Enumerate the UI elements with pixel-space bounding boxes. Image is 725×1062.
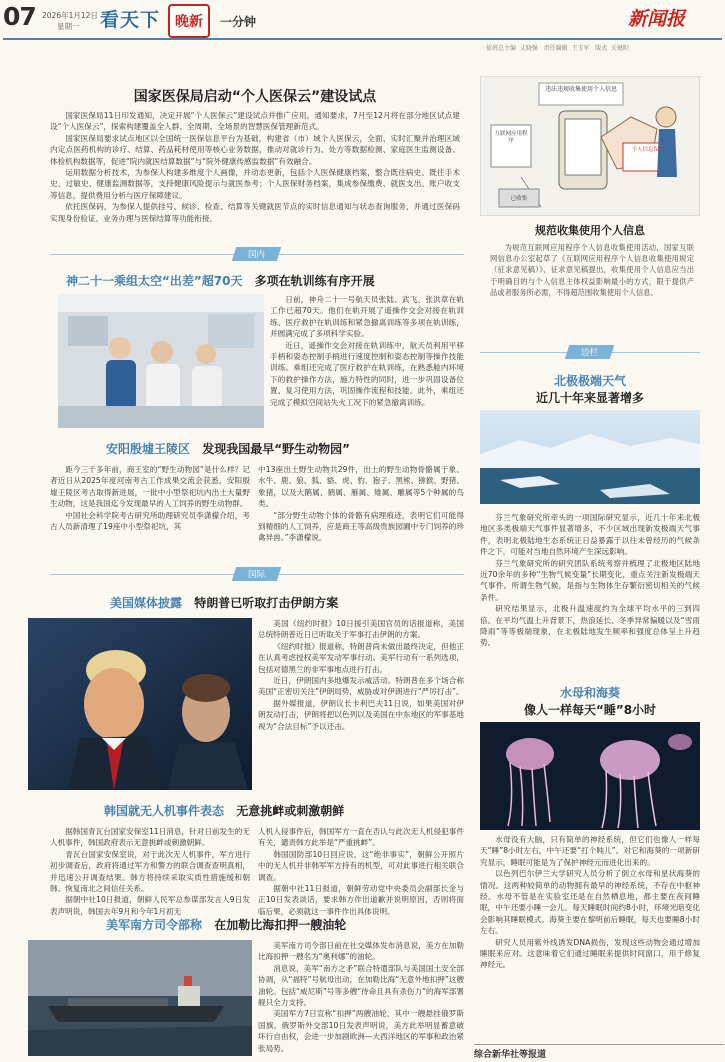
jellyfish-paragraph: 水母没有大脑，只有简单的神经系统，但它们也像人一样每天“睡”8小时左右，中午还要“打个盹儿”。对它和海葵的一项新研究显示，睡眠可能是为了保护神经元而进化出来的。 [480,835,700,867]
domestic-label-text: 国内 [248,250,266,260]
korea-title-main: 无意挑衅或刺激朝鲜 [236,804,345,818]
shenzhou-paragraph: 近日，遥操作交会对接在轨训练中，航天员利用平移手柄和姿态控制手柄进行速度控制和姿态控制等操作技能训练。乘组还完成了医疗救护在轨训练，在熟悉舱内环境下的救护操作方法，施力特性的同时，进一步巩固设备位置、复习使用方法，巩固操作流程和技能。此外，乘组还完成了模拟空间站失火工况下的紧急撤离训练。 [270,340,464,407]
lead-body [50,110,460,224]
trump-paragraph: 美国《纽约时报》10日援引美国官员的话报道称，美国总统特朗普近日已听取关于军事打击伊朗的方案。 [258,619,464,640]
tanker-photo [28,940,252,1056]
jellyfish-paragraph: 研究人员用紫外线诱发DNA损伤，发现这些动物会通过增加睡眠来应对。这意味着它们通过睡眠来提供时间窗口，用于修复神经元。 [480,937,700,970]
jellyfish-body [480,834,700,971]
arctic-body [480,512,700,649]
tanker-title-lead: 美军南方司令部称 [106,918,203,932]
arctic-title-bottom: 近几十年来显著增多 [535,391,644,405]
section-title: 看天下 [100,9,161,31]
shenzhou-title-lead: 神二十一乘组太空“出差”超70天 [66,274,243,288]
section-seal [168,4,210,38]
korea-paragraph: 据韩国青瓦台国家安保室11日消息，针对日前发生的无人机事件，韩国政府表示无意挑衅或刺激朝鲜。 [50,827,250,848]
press-photo [28,618,252,790]
arctic-paragraph: 芬兰气象研究所的研究团队系统考察并梳理了北极地区陆地近70余年的多种“生物气候变量”长期变化，重点关注新发极端天气事件。所谓生物气候，是指与生物体生存繁衍密切相关的气候条件。 [480,558,700,602]
masthead-rule [3,38,722,40]
shenzhou-body [270,294,464,408]
footer-source: 综合新华社等报道 [474,1050,547,1060]
lead-paragraph: 国家医保局11日印发通知，决定开展“个人医保云”建设试点并推广应用。通知要求，7月至12月将在部分地区试点建设“个人医保云”，探索构建覆盖全人群、全周期、全场景的智慧医保管理新范式。 [50,111,460,132]
cartoon-label: 已收集 [510,196,528,202]
page-number: 07 [3,2,36,31]
astronauts-illustration [58,294,264,428]
shenzhou-title [66,272,466,289]
press-illustration [28,618,252,790]
tanker-title [106,916,466,933]
jellyfish-paragraph: 以色列巴尔伊兰大学研究人员分析了倒立水母和星状海葵的情况。这两种较简单的动物拥有最早的神经系统，不存在中枢神经。水母不管是在实验室还是在自然栖息地，都主要在夜间睡眠，中午还要小睡一会儿。每天睡眠时间约8小时，环境光暗变化会影响其睡眠模式。海葵主要在黎明前后睡眠，每天也要睡8小时左右。 [480,869,700,936]
section-subtitle: 一分钟 [220,15,257,29]
masthead [0,0,725,52]
anyang-col1 [50,464,250,532]
trump-title-main: 特朗普已听取打击伊朗方案 [194,596,339,610]
jellyfish-title-top: 水母和海葵 [559,686,620,700]
borderlands-label-text: 边栏 [581,348,599,358]
korea-title-lead: 韩国就无人机事件表态 [104,804,225,818]
anyang-paragraph: 距今三千多年前，商王室的“野生动物园”是什么样？记者近日从2025年度河南考古工作成果交流会获悉，安阳殷墟王陵区考古取得新进展，一批中小型祭祀坑内出土大量野生动物，这是我国迄今发现最早的人工饲养的野生动物群。 [50,465,250,509]
trump-body [258,618,464,732]
jellyfish-title-bottom: 像人一样每天“睡”8小时 [523,703,657,717]
korea-paragraph: 人机入侵事件后，韩国军方一直在否认与此次无人机侵犯事件有关，谴责韩方此举是“严重挑衅”。 [258,827,464,848]
privacy-title: 规范收集使用个人信息 [535,224,645,237]
privacy-text: 为规范互联网应用程序个人信息收集使用活动，国家互联网信息办公室起草了《互联网应用程序个人信息收集使用规定（征求意见稿）》，征求意见稿提出，收集使用个人信息应当出于明确目的与个人信息主体权益影响最小的方式，限于提供产品或者服务所必需，不得超范围收集使用个人信息。 [490,243,694,297]
arctic-paragraph: 芬兰气象研究所牵头的一项国际研究显示，近几十年来北极地区多类极端天气事件显著增多，不少区域出现新发极端天气事件，表明北极陆地生态系统正日益暴露于以往未曾经历的气候条件之下，可能对当地自然环境产生深远影响。 [480,513,700,557]
international-label-text: 国际 [248,570,266,580]
korea-paragraph: 据朝中社10日报道，朝鲜人民军总参谋部发言人9日发表声明说，韩国去年9月和今年1月初无 [50,895,250,916]
seal-text: 晚新 [175,14,203,30]
international-label [50,566,464,582]
korea-paragraph: 韩国国防部10日回应说，这“绝非事实”，朝鲜公开照片中的无人机并非韩军军方持有的机型，可对此事进行相关联合调查。 [258,849,464,882]
korea-col1 [50,826,250,917]
cartoon-label: 互联网应用程序 [494,131,528,144]
domestic-label [50,246,464,262]
jellyfish-photo [480,722,700,830]
borderlands-label [480,344,700,360]
issue-weekday: 星期一 [57,22,80,31]
anyang-paragraph: 中国社会科学院考古研究所助理研究员李潇檬介绍，考古人员新清理了19座中小型祭祀坑，其 [50,510,250,532]
shenzhou-paragraph: 日前，神舟二十一号航天员张陆、武飞、张洪章在轨工作已超70天。他们在轨开展了遥操作交会对接在轨训练、医疗救护在轨训练和紧急撤离训练等多项在轨训练，并圆满完成了多项科学实验。 [270,295,464,339]
lead-paragraph: 运用数据分析技术，为参保人构建多维度个人画像，并动态更新，包括个人医保健康档案，整合既往病史、既往手术史、过敏史、健康监测数据等，支持健康风险提示与就医参考；个人医保财务档案，集成参保缴费、就医支出、账户收支等信息，提供费用分析与医疗保障建议。 [50,168,460,200]
anyang-title-lead: 安阳殷墟王陵区 [106,442,191,456]
lead-paragraph: 国家医保局要求试点地区以全国统一医保信息平台为基础，构建省（市）域个人医保云，全面、实时汇聚并治理区域内定点医药机构的诊疗、结算、药品耗材使用等核心业务数据，推动对就诊行为、处方等数据检测、家庭医生监测设备、体检机构数据等，促进“院内就医结算数据”与“院外健康传感监数据”有效融合。 [50,133,460,166]
astronauts-photo [58,294,264,428]
lead-title: 国家医保局启动“个人医保云”建设试点 [133,89,377,105]
arctic-paragraph: 研究结果显示，北极升温速度约为全球平均水平的三到四倍。在平均气温上升背景下，热浪延长、冬季异常偏暖以及“雪雨降雨”等等极端现象，在北极陆地发生频率和强度总体呈上升趋势。 [480,604,700,648]
arctic-title-top: 北极极端天气 [553,374,626,388]
anyang-col2 [258,464,464,544]
tanker-title-main: 在加勒比海扣押一艘油轮 [214,918,347,932]
trump-paragraph: 据外媒报道，伊朗议长卡利巴夫11日说，如果美国对伊朗发动打击，伊朗将把以色列以及美国在中东地区的军事基地视为“合法目标”予以还击。 [258,698,464,731]
anyang-paragraph: “部分野生动物个体的骨骼有病理痕迹，表明它们可能得到精细的人工饲养，应是商王等高级贵族园圃中专门饲养的珍禽异兽。”李潇檬说。 [258,510,464,543]
jellyfish-illustration [480,722,700,830]
anyang-title [106,440,466,457]
anyang-title-main: 发现我国最早“野生动物园” [202,442,350,456]
tanker-illustration [28,940,252,1056]
korea-col2 [258,826,464,917]
anyang-paragraph: 中13座出土野生动物共29件，出土的野生动物骨骼属于象、水牛、鹿、狼、狐、貉、虎、豹、狍子、黑熊、猕猴、野猪、象猪，以及大鹅属、鹤属、雁属、雉属、雕属等5个种属的鸟类。 [258,465,464,509]
issue-date: 2026年1月12日 [42,11,98,20]
cartoon-label: 违法违规收集使用个人信息 [544,86,617,93]
privacy-cartoon [480,76,700,216]
korea-paragraph: 青瓦台国家安保室说，对于此次无人机事件，军方进行初步调查后，政府将通过军方和警方的联合调查查明真相，并迅速公开调查结果。韩方将持续采取实质性措施缓和朝韩、恢复南北之间信任关系。 [50,849,250,894]
trump-title [110,594,460,611]
tanker-paragraph: 美国军方7日宣称“扣押”两艘油轮，其中一艘悬挂俄罗斯国旗。俄罗斯外交部10日发表声明说，美方此举明显蓄意破坏行自由权，会进一步加剧欧洲—大西洋地区的军事和政治紧张局势。 [258,1009,464,1053]
editor-credits: 值班总主编 丈晓强 责任编辑 王玉军 版式 关键阳 [486,45,629,52]
trump-title-lead: 美国媒体披露 [110,596,183,610]
tanker-paragraph: 消息说，美军“南方之矛”联合特遣部队与美国国土安全部协调，从“福特”号航母出动，在加勒比海“无意外地扣押”这艘油轮。包括“威尼斯”号等多艘“待命且具有杀伤力”的海军部署舰只全力支持。 [258,963,464,1008]
lead-paragraph: 依托医保码，为参保人提供挂号、候诊、检查、结算等关键就医节点的实时信息通知与状态查询服务，并通过医保码实现身份验证、业务办理与医保结算等功能衔接。 [50,202,460,223]
tanker-body [258,940,464,1054]
arctic-illustration [480,410,700,504]
shenzhou-title-main: 多项在轨训练有序开展 [254,274,375,288]
trump-paragraph: 《纽约时报》报道称，特朗普尚未做出最终决定，但他正在认真考虑授权美军发动军事行动。美军行动有一系列选项，包括对德黑兰的非军事地点进行打击。 [258,641,464,674]
korea-title [104,802,464,819]
footer-rule [474,1044,724,1045]
arctic-photo [480,410,700,504]
trump-paragraph: 近日，伊朗国内多地爆发示威活动。特朗普在多个场合称美国“正密切关注”伊朗局势，威胁或对伊朗进行“严厉打击”。 [258,676,464,697]
korea-paragraph: 据朝中社11日报道，朝鲜劳动党中央委员会副部长金与正10日发表谈话，要求韩方作出道歉并说明原因，否则将面临后果，必须就这一事件作出具体说明。 [258,884,464,916]
newspaper-logo: 新闻报 [628,8,686,30]
cartoon-label: 个人信息保护 [631,147,665,153]
tanker-paragraph: 美军南方司令部日前在社交媒体发布消息说，美方在加勒比海扣押一艘名为“奥利娜”的油轮。 [258,941,464,962]
